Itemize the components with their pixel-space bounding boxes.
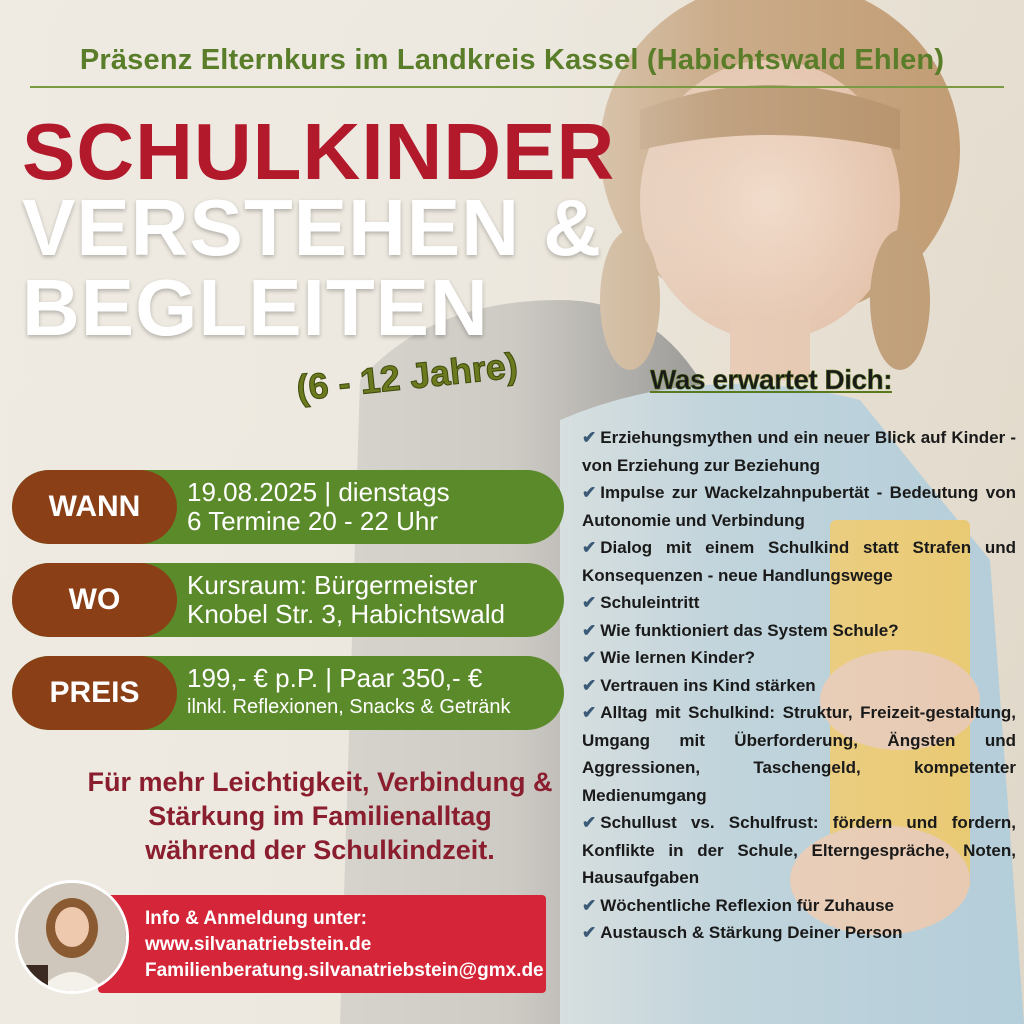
check-icon: ✔ — [582, 923, 597, 942]
expect-item — [582, 479, 1016, 534]
expect-item-text: Wie funktioniert das System Schule? — [600, 620, 899, 640]
when-label: WANN — [12, 470, 177, 544]
slogan-line-2: Stärkung im Familienalltag — [148, 801, 492, 831]
expect-item-text: Schuleintritt — [600, 593, 700, 612]
where-pill — [12, 563, 564, 637]
expect-item-text: Alltag mit Schulkind: Struktur, Freizeit-gestaltung, Umgang mit Überforderung, Ängsten und Aggressionen, Taschengeld, kompetenter Medienumgang — [582, 703, 1016, 805]
age-range: (6 - 12 Jahre) — [294, 344, 520, 409]
expect-item — [582, 424, 1016, 479]
title-divider — [30, 86, 1004, 88]
expect-item — [582, 644, 1016, 672]
expect-item — [582, 534, 1016, 589]
headline-line-1: SCHULKINDER — [22, 107, 616, 196]
expect-item-text: Vertrauen ins Kind stärken — [600, 675, 816, 695]
expect-item — [582, 919, 1016, 947]
check-icon: ✔ — [582, 648, 597, 667]
contact-website-link[interactable]: www.silvanatriebstein.de — [145, 934, 372, 955]
when-pill — [12, 470, 564, 544]
expect-item — [582, 589, 1016, 617]
check-icon: ✔ — [582, 593, 597, 612]
expect-item — [582, 892, 1016, 920]
expect-heading: Was erwartet Dich: — [650, 364, 893, 395]
where-label: WO — [12, 563, 177, 637]
expect-item-text: Wöchentliche Reflexion für Zuhause — [600, 895, 895, 915]
check-icon: ✔ — [582, 703, 597, 722]
expect-item — [582, 699, 1016, 809]
expect-item-text: Schullust vs. Schulfrust: fördern und fordern, Konflikte in der Schule, Elterngespräche, Noten, Hausaufgaben — [582, 813, 1016, 887]
expect-item-text: Austausch & Stärkung Deiner Person — [600, 923, 903, 942]
price-pill — [12, 656, 564, 730]
expect-item — [582, 672, 1016, 700]
contact-email-link[interactable]: Familienberatung.silvanatriebstein@gmx.de — [145, 960, 544, 981]
slogan — [40, 765, 600, 867]
slogan-line-1: Für mehr Leichtigkeit, Verbindung & — [87, 767, 553, 797]
where-line-2: Knobel Str. 3, Habichtswald — [187, 599, 505, 629]
expect-item-text: Erziehungsmythen und ein neuer Blick auf Kinder - von Erziehung zur Beziehung — [582, 428, 1016, 475]
contact-text — [145, 906, 544, 984]
where-line-1: Kursraum: Bürgermeister — [187, 570, 478, 600]
when-text — [187, 478, 450, 536]
slogan-line-3: während der Schulkindzeit. — [145, 835, 495, 865]
check-icon: ✔ — [582, 813, 597, 832]
where-text — [187, 571, 505, 629]
expect-item-text: Impulse zur Wackelzahnpubertät - Bedeutung von Autonomie und Verbindung — [582, 483, 1016, 530]
price-line-1: 199,- € p.P. | Paar 350,- € — [187, 663, 483, 693]
course-subtitle: Präsenz Elternkurs im Landkreis Kassel (Habichtswald Ehlen) — [79, 44, 945, 76]
avatar — [15, 880, 129, 994]
check-icon: ✔ — [582, 620, 597, 640]
when-times: 6 Termine 20 - 22 Uhr — [187, 506, 438, 536]
expect-item — [582, 809, 1016, 892]
check-icon: ✔ — [582, 675, 597, 695]
check-icon: ✔ — [582, 483, 597, 502]
check-icon: ✔ — [582, 428, 597, 447]
contact-heading: Info & Anmeldung unter: — [145, 908, 367, 929]
expect-item — [582, 617, 1016, 645]
expect-list — [582, 424, 1016, 947]
price-line-2: ilnkl. Reflexionen, Snacks & Getränk — [187, 696, 511, 718]
when-date: 19.08.2025 | dienstags — [187, 477, 450, 507]
expect-item-text: Dialog mit einem Schulkind statt Strafen und Konsequenzen - neue Handlungswege — [582, 538, 1016, 585]
headline-line-3: BEGLEITEN — [22, 263, 489, 352]
check-icon: ✔ — [582, 538, 597, 557]
price-text — [187, 664, 511, 722]
price-label: PREIS — [12, 656, 177, 730]
headline-line-2: VERSTEHEN & — [22, 183, 602, 272]
expect-item-text: Wie lernen Kinder? — [600, 648, 756, 667]
check-icon: ✔ — [582, 895, 597, 915]
avatar-photo — [18, 883, 126, 991]
